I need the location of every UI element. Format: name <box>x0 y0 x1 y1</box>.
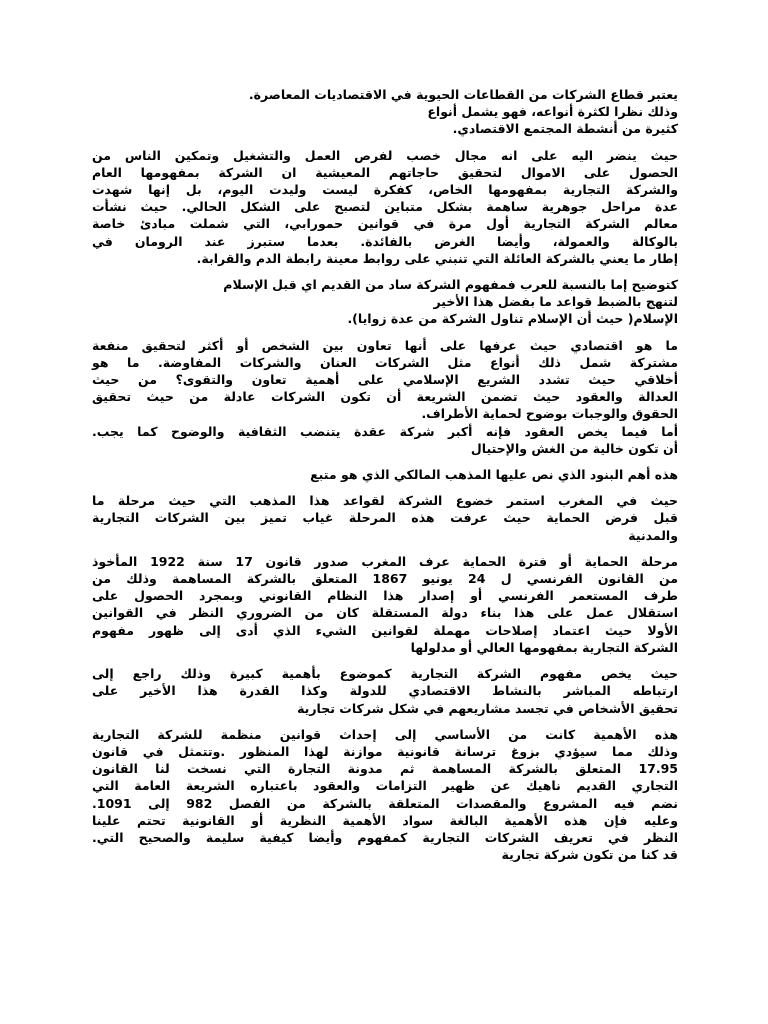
paragraph-history <box>92 147 678 267</box>
text-line: ما هو اقتصادي حيث عرفها على أنها تعاون بين الشخص أو أكثر لتحقيق منفعة <box>92 337 678 353</box>
text-line: حيث يخص مفهوم الشركة التجارية كموضوع بأهمية كبيرة وذلك راجع إلى <box>92 666 678 682</box>
text-line: مشتركة شمل ذلك أنواع مثل الشركات العنان والشركات المفاوضة. ما هو <box>92 354 678 370</box>
paragraph-morocco <box>92 492 678 544</box>
text-line: أما فيما يخص العقود فإنه أكبر شركة عقدة يتنضب الثقافية والوضوح كما يجب. <box>92 423 678 439</box>
paragraph-protectorate <box>92 553 678 656</box>
text-line: طرف المستعمر الفرنسي أو إصدار هذا النظام القانوني وبمجرد الحصول على <box>92 588 678 604</box>
text-line: بالوكالة والعمولة، وأيضا الغرض بالفائدة. بعدما ستبرز عند الرومان في <box>92 233 678 249</box>
text-line: الأولا حيث اعتماد إصلاحات مهملة لقوانين الشيء الذي أدى إلى ظهور مفهوم <box>92 622 678 638</box>
text-line: 17.95 المتعلق بالشركة المساهمة ثم مدونة التجارة التي نسخت لنا القانون <box>92 761 678 777</box>
text-line: وعليه فإن هذه الأهمية البالغة سواد الأهمية النظرية أو القانونية تحتم علينا <box>92 812 678 828</box>
text-line: العدالة والعقود حيث تضمن الشريعة أن تكون الشركات عادلة من حيث تحقيق <box>92 389 678 405</box>
text-line: قد كنا من تكون شركة تجارية <box>501 847 678 863</box>
text-line: الشركة التجارية بمفهومها العالي أو مدلولها <box>410 639 678 655</box>
text-line: النظر في تعريف الشركات التجارية كمفهوم وأيضا كيفية سليمة والصحيح التي. <box>92 829 678 845</box>
text-line: كتوضيح إما بالنسبة للعرب فمفهوم الشركة ساد من القديم اي قبل الإسلام <box>223 277 678 293</box>
text-line: عدة مراحل جوهرية ساهمة بشكل متباين لتصبح على الشكل الحالي. حيث نشأت <box>92 199 678 215</box>
text-line: تحقيق الأشخاص في تجسد مشاريعهم في شكل شركات تجارية <box>297 700 678 716</box>
text-line: أخلاقي حيث تشدد الشريع الإسلامي على أهمية تعاون والتقوى؟ من حيث <box>92 372 678 388</box>
text-line: كثيرة من أنشطة المجتمع الاقتصادي. <box>452 121 678 137</box>
text-line: استقلال عمل على هذا بناء دولة المستقلة كان من الضروري النظر في القوانين <box>92 605 678 621</box>
text-line: ارتباطه المباشر بالنشاط الاقتصادي للدولة وكذا القدرة هذا الأخير على <box>92 683 678 699</box>
paragraph-intro <box>92 86 678 138</box>
paragraph-importance <box>92 726 678 864</box>
text-line: معالم الشركة التجارية أول مرة في قوانين حمورابي، التي شملت مبادئ خاصة <box>92 216 678 232</box>
text-line: الحقوق والوجبات بوضوح لحماية الأطراف. <box>421 406 678 422</box>
text-line: أن تكون خالية من الغش والإحتيال <box>470 440 678 456</box>
text-line: هذه أهم البنود الذي نص عليها المذهب المالكي الذي هو متبع <box>310 467 678 483</box>
text-line: التجاري القديم ناهيك عن ظهير التزامات والعقود باعتباره الشريعة العامة التي <box>92 778 678 794</box>
text-line: يعتبر قطاع الشركات من القطاعات الحيوية في الاقتصاديات المعاصرة. <box>248 87 678 102</box>
text-line: حيث ينضر اليه على انه مجال خصب لفرص العمل والتشغيل وتمكين الناس من <box>92 147 678 163</box>
text-line: إطار ما يعني بالشركة العائلة التي تنبني على روابط معينة رابطة الدم والقرابة. <box>196 250 678 266</box>
text-line: قبل فرض الحماية حيث عرفت هذه المرحلة غياب تميز بين الشركات التجارية <box>92 510 678 526</box>
text-line: لتنهج بالضبط قواعد ما بفضل هذا الأخير <box>433 294 678 310</box>
paragraph-concept <box>92 665 678 717</box>
text-line: حيث في المغرب استمر خضوع الشركة لقواعد هذا المذهب التي حيث مرحلة ما <box>92 493 678 509</box>
text-line: والشركة التجارية بمفهومها الخاص، كفكرة ليست وليدت اليوم، بل إنها شهدت <box>92 182 678 198</box>
paragraph-islam <box>92 337 678 457</box>
paragraph-maliki <box>92 466 678 483</box>
text-line: نضم فيه المشروع والمقصدات المتعلقة بالشركة من الفصل 982 إلى 1091. <box>92 795 678 811</box>
text-line: والمدنية <box>628 527 678 543</box>
text-line: وذلك نظرا لكثرة أنواعه، فهو يشمل أنواع <box>427 104 678 120</box>
text-line: الحصول على الاموال لتحقيق حاجاتهم المعيشية ان الشركة بمفهومها العام <box>92 164 678 180</box>
document-body <box>92 86 678 872</box>
paragraph-arabs <box>92 276 678 328</box>
text-line: الإسلام( حيث أن الإسلام تناول الشركة من عدة زوايا). <box>347 311 678 327</box>
text-line: من القانون الفرنسي ل 24 يونيو 1867 المتعلق بالشركة المساهمة وذلك من <box>92 571 678 587</box>
text-line: مرحلة الحماية أو فترة الحماية عرف المغرب صدور قانون 17 سنة 1922 المأخوذ <box>92 553 678 569</box>
text-line: هذه الأهمية كانت من الأساسي إلى إحداث قوانين منظمة للشركة التجارية <box>92 726 678 742</box>
text-line: وذلك مما سيؤدي بزوغ ترسانة قانونية موازنة لهذا المنظور .وتتمثل في قانون <box>92 743 678 759</box>
